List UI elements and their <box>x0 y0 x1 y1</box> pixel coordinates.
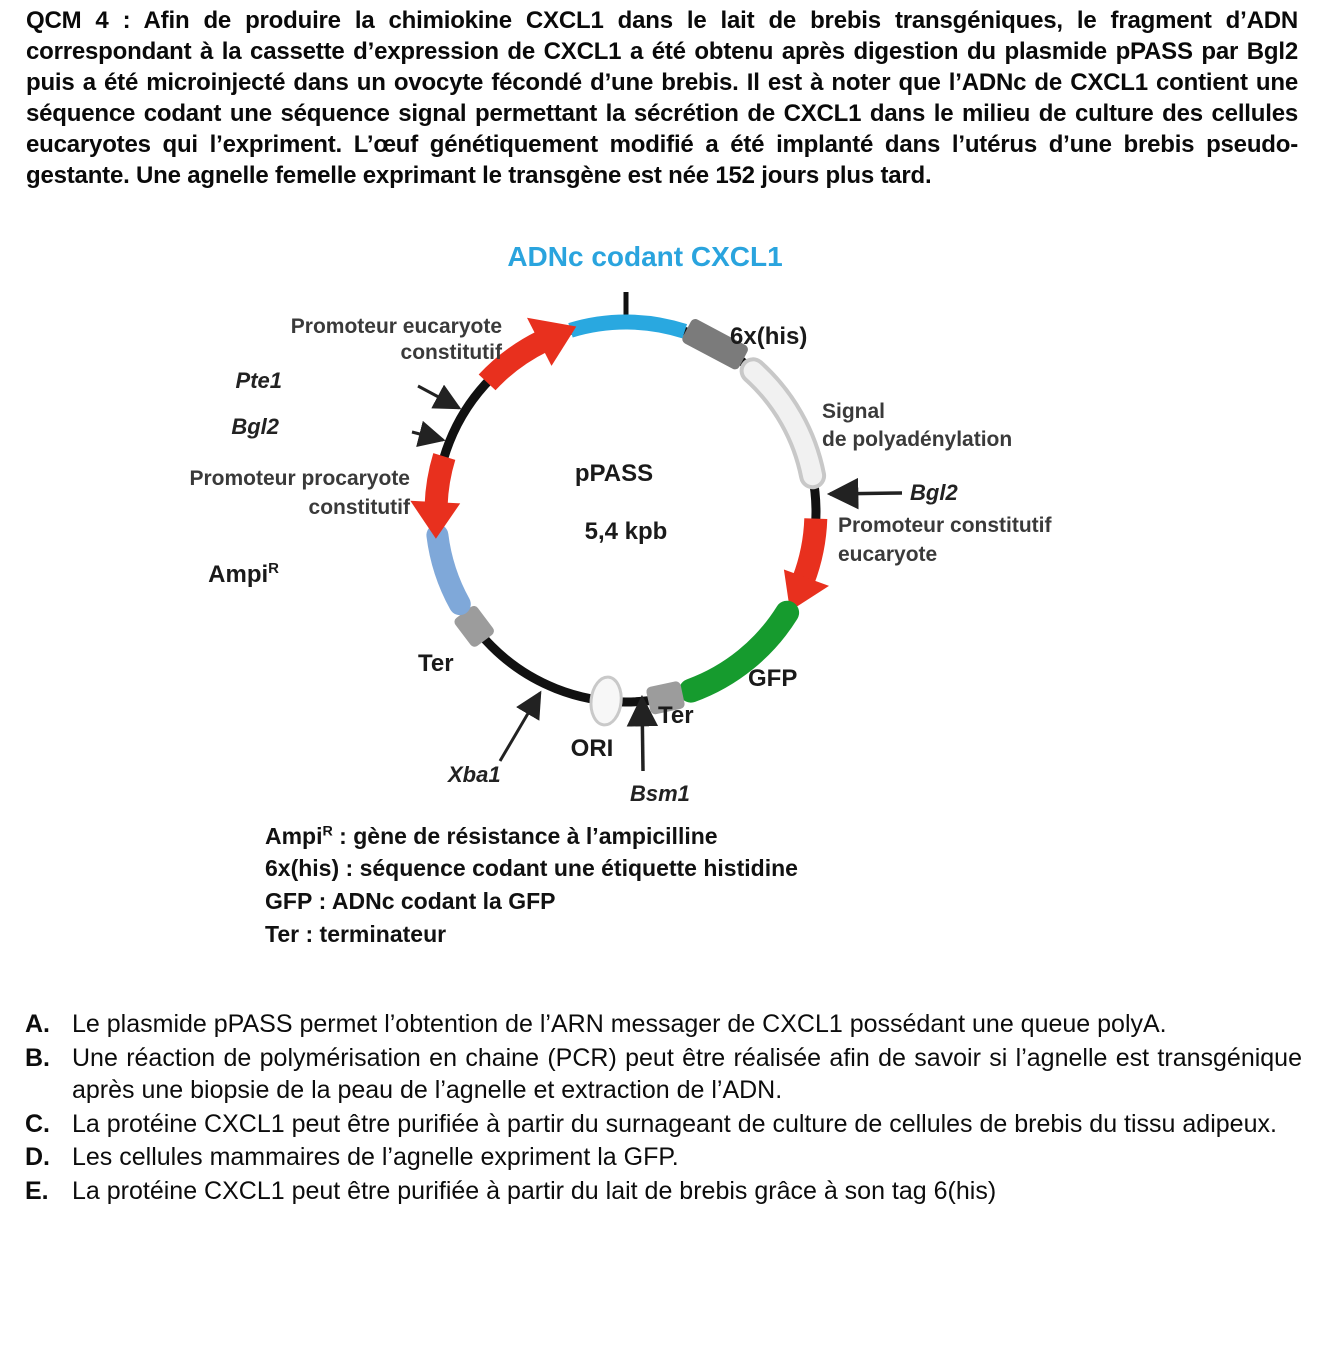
label-ter-left: Ter <box>418 649 454 677</box>
option-e-letter: E. <box>25 1176 49 1205</box>
exam-page <box>0 6 1324 1207</box>
label-polya-line1: Signal <box>822 399 886 423</box>
option-a-letter: A. <box>25 1010 50 1039</box>
option-b-text: Une réaction de polymérisation en chaine (PCR) peut être réalisée afin de savoir si l’agnelle est transgénique après une biopsie de la peau de l’agnelle et extraction de l’ADN. <box>72 1043 1302 1105</box>
figure-legend <box>265 820 1324 951</box>
option-b-letter: B. <box>25 1043 50 1072</box>
question-text: QCM 4 : Afin de produire la chimiokine CXCL1 dans le lait de brebis transgéniques, le fragment d’ADN correspondant à la cassette d’expression de CXCL1 a été obtenu après digestion du plasmide pPASS par Bgl2 puis a été microinjecté dans un ovocyte fécondé d’une brebis. Il est à noter que l’ADNc de CXCL1 contient une séquence codant une séquence signal permettant la sécrétion de CXCL1 dans le milieu de culture des cellules eucaryotes qui l’expriment. L’œuf génétiquement modifié a été implanté dans l’utérus d’une brebis pseudo-gestante. Une agnelle femelle exprimant le transgène est née 152 jours plus tard. <box>26 7 1298 189</box>
label-promoter-constitutif-line1: Promoteur constitutif <box>838 513 1052 537</box>
bsm1-pointer-arrow <box>642 698 643 771</box>
promoter-procaryote-arrowhead <box>410 501 460 539</box>
label-xba1: Xba1 <box>448 761 501 787</box>
label-ampicillin: Ampi$^R$ <box>208 559 279 588</box>
promoter-procaryote-arrow <box>436 456 444 505</box>
option-d-text: Les cellules mammaires de l’agnelle expriment la GFP. <box>72 1143 679 1172</box>
label-his-tag: 6x(his) <box>730 322 808 350</box>
label-promoter-eucaryote-line1: Promoteur eucaryote <box>290 314 502 338</box>
label-polya-line2: de polyadénylation <box>822 427 1013 451</box>
option-a <box>25 1008 1302 1041</box>
label-ter-bottom: Ter <box>658 701 694 729</box>
label-promoter-eucaryote-line2: constitutif <box>400 340 502 364</box>
legend-item-gfp: GFP : ADNc codant la GFP <box>265 888 556 915</box>
cdna-cxcl1-segment <box>571 322 685 331</box>
option-d-letter: D. <box>25 1143 50 1172</box>
plasmid-figure <box>0 226 1324 951</box>
figure-title: ADNc codant CXCL1 <box>507 240 783 272</box>
label-ori: ORI <box>570 734 614 762</box>
legend-item-ampi: Ampi$^R$ : gène de résistance à l’ampicilline <box>265 822 718 849</box>
answer-options <box>25 1008 1302 1207</box>
option-c-text: La protéine CXCL1 peut être purifiée à partir du surnageant de culture de cellules de brebis du tissu adipeux. <box>72 1109 1277 1138</box>
legend-item-his: 6x(his) : séquence codant une étiquette histidine <box>265 855 798 882</box>
bgl2-left-pointer-arrow <box>412 432 443 440</box>
label-pte1: Pte1 <box>235 367 282 393</box>
label-promoter-procaryote-line2: constitutif <box>308 495 410 519</box>
option-a-text: Le plasmide pPASS permet l’obtention de l’ARN messager de CXCL1 possédant une queue polyA. <box>72 1010 1167 1039</box>
option-b <box>25 1042 1302 1107</box>
ori-ellipse <box>589 675 624 726</box>
label-bsm1: Bsm1 <box>630 780 690 806</box>
option-e-text: La protéine CXCL1 peut être purifiée à partir du lait de brebis grâce à son tag 6(his) <box>72 1176 997 1205</box>
plasmid-map-svg <box>180 226 1060 816</box>
plasmid-name: pPASS <box>574 459 654 487</box>
label-promoter-procaryote-line1: Promoteur procaryote <box>189 466 410 490</box>
xba1-pointer-arrow <box>500 693 540 761</box>
label-bgl2-left: Bgl2 <box>231 413 279 439</box>
label-bgl2-right: Bgl2 <box>910 479 958 505</box>
pte1-pointer-arrow <box>418 386 459 408</box>
option-c-letter: C. <box>25 1109 50 1138</box>
label-gfp: GFP <box>748 664 798 692</box>
bgl2-right-pointer-arrow <box>830 493 902 494</box>
option-e <box>25 1175 1302 1208</box>
plasmid-size: 5,4 kpb <box>584 517 668 545</box>
legend-item-ter: Ter : terminateur <box>265 920 447 947</box>
option-c <box>25 1108 1302 1141</box>
ampicillin-resistance-segment <box>437 535 459 604</box>
label-promoter-constitutif-line2: eucaryote <box>838 542 938 566</box>
option-d <box>25 1141 1302 1174</box>
promoter-eucaryote-right-arrow <box>803 518 815 580</box>
